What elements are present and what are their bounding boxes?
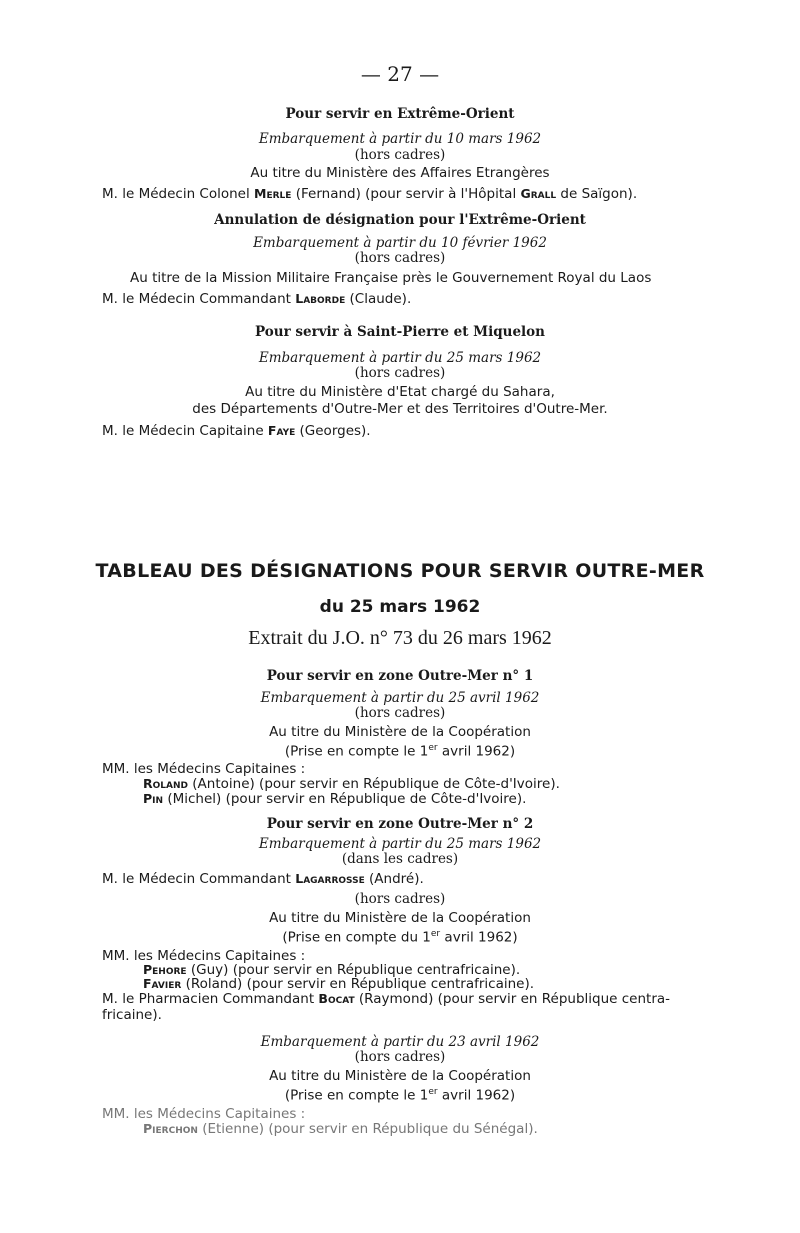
officer-name: Faye [267, 423, 296, 438]
designation-entry-continuation: fricaine). [102, 1007, 162, 1023]
officer-name: Merle [254, 186, 292, 201]
designation-entry: Roland (Antoine) (pour servir en République de Côte-d'Ivoire). [143, 776, 560, 792]
embarkment-date: Embarquement à partir du 10 mars 1962 [258, 131, 542, 147]
ministry-title-line1: Au titre du Ministère d'Etat chargé du Sahara, [245, 384, 555, 400]
officer-name: Roland [143, 776, 188, 791]
cadres-status: (hors cadres) [354, 250, 446, 266]
embarkment-date: Embarquement à partir du 23 avril 1962 [260, 1034, 540, 1050]
ministry-title: Au titre du Ministère de la Coopération [269, 724, 531, 740]
cadres-status: (hors cadres) [354, 705, 446, 721]
cadres-status: (dans les cadres) [341, 851, 459, 867]
designation-entry: Pehore (Guy) (pour servir en République centrafricaine). [143, 962, 521, 978]
officer-name: Pehore [143, 962, 187, 977]
ministry-title-line2: des Départements d'Outre-Mer et des Territoires d'Outre-Mer. [192, 401, 608, 417]
designation-entry: Pin (Michel) (pour servir en République de Côte-d'Ivoire). [143, 791, 527, 807]
prise-en-compte: (Prise en compte le 1er avril 1962) [284, 1087, 516, 1104]
officer-name: Favier [143, 976, 182, 991]
embarkment-date: Embarquement à partir du 25 avril 1962 [260, 690, 540, 706]
embarkment-date: Embarquement à partir du 25 mars 1962 [258, 350, 542, 366]
designation-group: MM. les Médecins Capitaines : [102, 761, 306, 777]
cadres-status: (hors cadres) [354, 365, 446, 381]
officer-name: Bocat [318, 991, 355, 1006]
designation-entry: Pierchon (Etienne) (pour servir en République du Sénégal). [143, 1121, 538, 1137]
prise-en-compte: (Prise en compte du 1er avril 1962) [282, 929, 518, 946]
cadres-status: (hors cadres) [354, 147, 446, 163]
cadres-status: (hors cadres) [354, 1049, 446, 1065]
designation-entry: Favier (Roland) (pour servir en République centrafricaine). [143, 976, 535, 992]
designation-entry: M. le Médecin Capitaine Faye (Georges). [102, 423, 371, 439]
officer-name: Pierchon [143, 1121, 198, 1136]
page-number: — 27 — [360, 62, 440, 86]
designation-entry: M. le Médecin Colonel Merle (Fernand) (pour servir à l'Hôpital Grall de Saïgon). [102, 186, 638, 202]
section-heading-zone-1: Pour servir en zone Outre-Mer n° 1 [266, 668, 534, 684]
ministry-title: Au titre du Ministère des Affaires Etrangères [250, 165, 550, 181]
tableau-title: TABLEAU DES DÉSIGNATIONS POUR SERVIR OUTRE-MER [95, 560, 705, 582]
designation-group: MM. les Médecins Capitaines : [102, 948, 306, 964]
hospital-name: Grall [520, 186, 557, 201]
designation-entry: M. le Médecin Commandant Lagarrosse (André). [102, 871, 424, 887]
tableau-date: du 25 mars 1962 [319, 597, 481, 617]
officer-name: Pin [143, 791, 164, 806]
cadres-status: (hors cadres) [354, 891, 446, 907]
designation-entry: M. le Pharmacien Commandant Bocat (Raymond) (pour servir en République centra- [102, 991, 671, 1007]
section-heading-zone-2: Pour servir en zone Outre-Mer n° 2 [266, 816, 534, 832]
section-heading-saint-pierre: Pour servir à Saint-Pierre et Miquelon [254, 324, 545, 340]
ministry-title: Au titre du Ministère de la Coopération [269, 1068, 531, 1084]
section-heading-extreme-orient: Pour servir en Extrême-Orient [285, 106, 515, 122]
officer-name: Laborde [295, 291, 346, 306]
ministry-title: Au titre du Ministère de la Coopération [269, 910, 531, 926]
designation-group: MM. les Médecins Capitaines : [102, 1106, 306, 1122]
embarkment-date: Embarquement à partir du 10 février 1962 [253, 235, 547, 251]
journal-extract: Extrait du J.O. n° 73 du 26 mars 1962 [248, 627, 552, 649]
embarkment-date: Embarquement à partir du 25 mars 1962 [258, 836, 542, 852]
prise-en-compte: (Prise en compte le 1er avril 1962) [284, 743, 516, 760]
section-heading-annulation: Annulation de désignation pour l'Extrême-Orient [214, 212, 586, 228]
designation-entry: M. le Médecin Commandant Laborde (Claude). [102, 291, 412, 307]
officer-name: Lagarrosse [295, 871, 365, 886]
ministry-title: Au titre de la Mission Militaire Française près le Gouvernement Royal du Laos [130, 270, 652, 286]
